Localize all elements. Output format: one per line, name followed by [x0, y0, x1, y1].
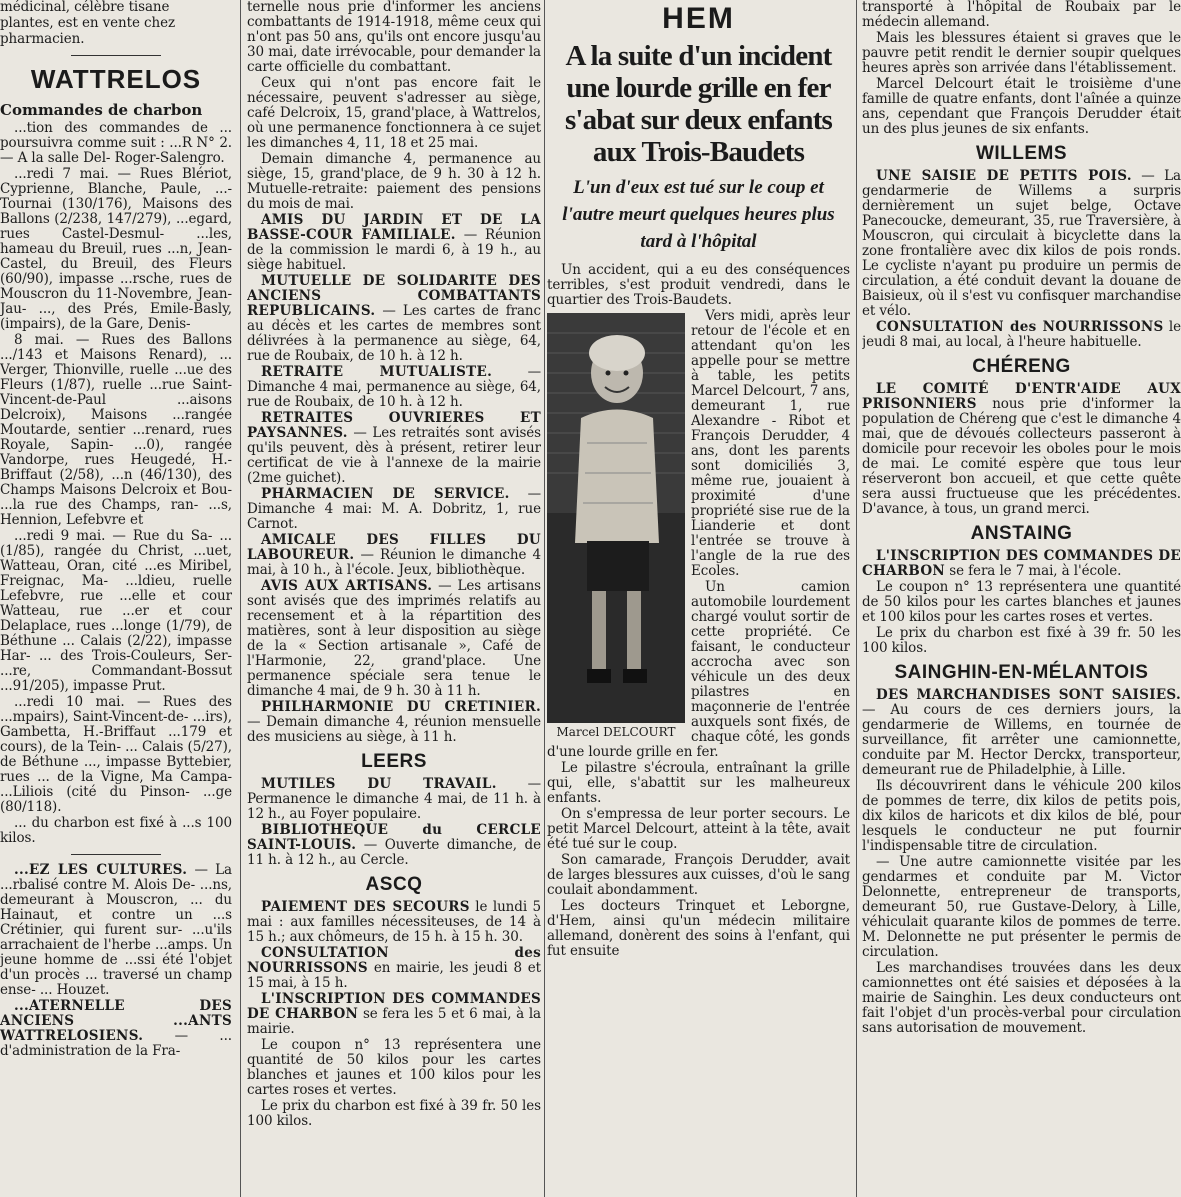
item-text: — Les retraités sont avisés qu'ils peuvent, dès à présent, retirer leur certificat de vie à l'annexe de la mairie (2me guichet). — [247, 425, 541, 486]
column-hem-article — [547, 0, 850, 1197]
item-heading: UNE SAISIE DE PETITS POIS. — [876, 168, 1132, 184]
item-heading: RETRAITE MUTUALISTE. — [261, 364, 493, 380]
item-heading: PHILHARMONIE DU CRETINIER. — [261, 699, 541, 715]
paragraph: ...redi 9 mai. — Rue du Sa- ...(1/85), rangée du Christ, ...uet, Watteau, Oran, cité ...es Miribel, Freignac, Ma- ...ldieu, ruelle Lefebvre, rue ...elle et cour Watteau, rue ...er et cour Delaplace, rues ...longe (1/79), de Béthune ... Calais (2/22), impasse Har- ... des Trois-Couleurs, Ser- ...re, Commandant-Bossut ...91/205), impasse Prut. — [0, 528, 232, 694]
paragraph: Son camarade, François Derudder, avait de larges blessures aux cuisses, d'où le sang coulait abondamment. — [547, 852, 850, 898]
article-deck: L'un d'eux est tué sur le coup et l'autre meurt quelques heures plus tard à l'hôpital — [562, 177, 835, 252]
paragraph — [247, 700, 541, 745]
column-notices — [247, 0, 541, 1197]
item-heading: DES MARCHANDISES SONT SAISIES. — [876, 687, 1181, 703]
item-text: nous prie d'informer la population de Chéreng que c'est le dimanche 4 mai, que de dévoués collecteurs passeront à domicile pour recevoir les oboles pour le mois de mai. Le comité espère que tous leur réserveront bon accueil, et que cette quête sera aussi fructueuse que les précédentes. D'avance, à tous, un grand merci. — [862, 396, 1181, 517]
paragraph — [247, 365, 541, 410]
column-wattrelos — [0, 0, 232, 1197]
item-heading: AMIS DU JARDIN ET DE LA BASSE-COUR FAMILIALE. — [247, 212, 541, 243]
item-heading: CONSULTATION des NOURRISSONS — [247, 945, 541, 976]
paragraph — [247, 579, 541, 699]
item-text: le lundi 5 mai : aux familles nécessiteuses, de 14 à 15 h.; aux chômeurs, de 15 h. à 15 h. 30. — [247, 899, 541, 945]
child-photo — [547, 313, 685, 723]
text-line: plantes, est en vente chez — [0, 15, 176, 31]
paragraph: Le coupon n° 13 représentera une quantité de 50 kilos pour les cartes blanches et jaunes et 100 kilos pour les cartes roses et vertes. — [247, 1037, 541, 1098]
item-heading: ...EZ LES CULTURES. — [14, 862, 188, 878]
section-title: Commandes de charbon — [0, 101, 203, 119]
column-rule — [856, 0, 857, 1197]
paragraph: Vers midi, après leur retour de l'école et en attendant qu'on les appelle pour se mettre à table, les petits Marcel Delcourt, 7 ans, demeurant 1, rue Alexandre - Ribot et François Derudder, 4 ans, dont les parents sont domiciliés 3, même rue, jouaient à proximité d'une propriété sise rue de la Lianderie et dont l'entrée se trouve à l'angle de la rue des Ecoles. — [691, 308, 850, 579]
item-heading: AVIS AUX ARTISANS. — [261, 578, 433, 594]
paragraph: Un accident, qui a eu des conséquences terribles, s'est produit vendredi, dans le quartier des Trois-Baudets. — [547, 262, 850, 308]
item-text: — Au cours de ces derniers jours, la gendarmerie de Willems, en tournée de surveillance, fit arrêter une camionnette, conduite par M. Hector Derckx, transporteur, demeurant rue de Philadelphie, à Lille. — [862, 702, 1181, 778]
paragraph: ...redi 10 mai. — Rues des ...mpairs), Saint-Vincent-de- ...irs), Gambetta, H.-Briffaut ...179 et cours), de la Tein- ... Calais (5/27), de Béthune ..., impasse Byttebier, rues ... de la Vigne, Ma Campa- ...Liliois (cité du Pinson- ...ge (80/118). — [0, 694, 232, 815]
item-heading: RETRAITES OUVRIERES ET PAYSANNES. — [247, 410, 541, 441]
paragraph: Les docteurs Trinquet et Leborgne, d'Hem, ainsi qu'un médecin militaire allemand, donèrent des soins à l'enfant, qui fut ensuite — [547, 898, 850, 959]
paragraph: Marcel Delcourt était le troisième d'une famille de quatre enfants, dont l'aînée a quinze ans, cependant que François Derudder était un des plus jeunes de six enfants. — [862, 76, 1181, 137]
town-heading-ascq: ASCQ — [365, 874, 423, 895]
town-heading-anstaing: ANSTAING — [970, 523, 1073, 544]
paragraph: Le pilastre s'écroula, entraînant la grille qui, elle, s'abattit sur les malheureux enfants. — [547, 760, 850, 806]
town-heading-wattrelos: WATTRELOS — [30, 64, 202, 94]
article-headline: A la suite d'un incident une lourde grille en fer s'abat sur deux enfants aux Trois-Baudets — [564, 40, 833, 168]
paragraph — [247, 411, 541, 486]
town-heading-willems: WILLEMS — [975, 143, 1068, 164]
separator — [71, 55, 161, 56]
paragraph — [247, 946, 541, 991]
paragraph: transporté à l'hôpital de Roubaix par le médecin allemand. — [862, 0, 1181, 30]
paragraph: Ceux qui n'ont pas encore fait le nécessaire, peuvent s'adresser au siège, café Delcroix, 15, grand'place, à Wattrelos, où une permanence fonctionnera à ce sujet les dimanches 4, 11, 18 et 25 mai. — [247, 75, 541, 151]
paragraph — [247, 213, 541, 273]
item-text: — Dimanche 4 mai, permanence au siège, 64, rue de Roubaix, de 10 h. à 12 h. — [247, 364, 541, 410]
paragraph: ... du charbon est fixé à ...s 100 kilos. — [0, 815, 232, 846]
paragraph: On s'empressa de leur porter secours. Le petit Marcel Delcourt, atteint à la tête, avait été tué sur le coup. — [547, 806, 850, 852]
paragraph — [247, 533, 541, 578]
photo-block — [547, 313, 685, 739]
paragraph — [247, 992, 541, 1037]
paragraph: ...tion des commandes de ... poursuivra comme suit : ...R N° 2. — A la salle Del- Roger-Salengro. — [0, 120, 232, 166]
item-text: — Réunion de la commission le mardi 6, à 19 h., au siège habituel. — [247, 227, 541, 273]
text-line: médicinal, célèbre tisane — [0, 0, 170, 15]
paragraph: Le coupon n° 13 représentera une quantité de 50 kilos pour les cartes blanches et jaunes et 100 kilos pour les cartes roses et vertes. — [862, 579, 1181, 625]
item-text: le jeudi 8 mai, au local, à l'heure habituelle. — [862, 319, 1181, 350]
paragraph: ternelle nous prie d'informer les anciens combattants de 1914-1918, même ceux qui n'ont pas 50 ans, qu'ils ont encore jusqu'au 30 mai, date irrévocable, pour demander la carte officielle du combattant. — [247, 0, 541, 75]
paragraph — [247, 777, 541, 822]
paragraph: Un camion automobile lourdement chargé voulut sortir de cette propriété. Ce faisant, le conducteur accrocha avec son véhicule un des deux pilastres en maçonnerie de l'entrée auxquels sont fixés, de chaque côté, les gonds d'une lourde grille en fer. — [547, 579, 850, 760]
column-region — [862, 0, 1181, 1197]
paragraph — [247, 900, 541, 945]
item-heading: AMICALE DES FILLES DU LABOUREUR. — [247, 532, 541, 563]
paragraph: Demain dimanche 4, permanence au siège, 15, grand'place, de 9 h. 30 à 12 h. Mutuelle-retraite: paiement des pensions du mois de mai. — [247, 151, 541, 212]
item-text: — Demain dimanche 4, réunion mensuelle des musiciens au siège, à 11 h. — [247, 714, 541, 745]
paragraph — [0, 863, 232, 998]
item-heading: CONSULTATION des NOURRISSONS — [876, 319, 1164, 335]
town-heading-hem: HEM — [662, 2, 735, 35]
item-text: se fera les 5 et 6 mai, à la mairie. — [247, 1006, 541, 1037]
item-text: — La ...rbalisé contre M. Alois De- ...ns, demeurant à Mouscron, ... du Hainaut, et contre un ...s Crétinier, qui furent sur- ...u'ils arrachaient de l'herbe ...amps. Un jeune homme de ...ssi été l'objet d'un procès ... traversé un champ ense- ... Houzet. — [0, 862, 232, 998]
item-heading: PAIEMENT DES SECOURS — [261, 899, 470, 915]
item-text: se fera le 7 mai, à l'école. — [945, 563, 1122, 579]
column-rule — [544, 0, 545, 1197]
paragraph: Le prix du charbon est fixé à 39 fr. 50 les 100 kilos. — [862, 625, 1181, 656]
item-heading: PHARMACIEN DE SERVICE. — [261, 486, 510, 502]
paragraph — [247, 487, 541, 532]
paragraph: Le prix du charbon est fixé à 39 fr. 50 les 100 kilos. — [247, 1098, 541, 1129]
column-rule — [240, 0, 241, 1197]
item-text: en mairie, les jeudi 8 et 15 mai, à 15 h. — [247, 960, 541, 991]
item-heading: BIBLIOTHEQUE du CERCLE SAINT-LOUIS. — [247, 822, 541, 853]
paragraph — [862, 549, 1181, 579]
photo-caption: Marcel DELCOURT — [556, 725, 676, 739]
town-heading-chereng: CHÉRENG — [972, 356, 1071, 377]
paragraph: ...redi 7 mai. — Rues Blériot, Cyprienne, Blanche, Paule, ...-Tournai (130/176), Maisons des Ballons (2/238, 147/279), ...egard, rues Castel-Desmul- ...les, hameau du Breuil, rues ...n, Jean-Castel, du Breuil, des Fleurs (60/90), impasse ...rsche, rues de Mouscron du 11-Novembre, Jean-Jau- ..., des Prés, Emile-Basly, (impairs), de la Gare, Denis- — [0, 166, 232, 332]
paragraph: Ils découvrirent dans le véhicule 200 kilos de pommes de terre, dix kilos de petits pois, dix kilos de haricots et dix kilos de blé, pour lesquels le conducteur ne put fournir l'indispensable titre de circulation. — [862, 778, 1181, 854]
text-line: pharmacien. — [0, 31, 85, 47]
paragraph: — Une autre camionnette visitée par les gendarmes et conduite par M. Victor Delonnette, entrepreneur de transports, demeurant 50, rue Gustave-Delory, à Lille, véhiculait quarante kilos de pommes de terre. M. Delonnette ne put présenter le permis de circulation. — [862, 854, 1181, 960]
town-heading-sainghin: SAINGHIN-EN-MÉLANTOIS — [894, 662, 1149, 683]
item-heading: L'INSCRIPTION DES COMMANDES DE CHARBON — [247, 991, 541, 1022]
separator — [71, 854, 161, 855]
paragraph: Les marchandises trouvées dans les deux camionnettes ont été saisies et déposées à la mairie de Sainghin. Les deux conducteurs ont fait l'objet d'un procès-verbal pour circulation sans autorisation de mouvement. — [862, 960, 1181, 1036]
paragraph — [862, 382, 1181, 517]
item-text: — Les cartes de franc au décès et les cartes de membres sont délivrées à la permanence au siège, 64, rue de Roubaix, de 10 h. à 12 h. — [247, 303, 541, 364]
item-text: — Réunion le dimanche 4 mai, à 10 h., à l'école. Jeux, bibliothèque. — [247, 547, 541, 578]
town-heading-leers: LEERS — [361, 751, 427, 772]
paragraph: Mais les blessures étaient si graves que le pauvre petit rendit le dernier soupir quelques heures après son arrivée dans l'établissement. — [862, 30, 1181, 76]
item-heading: L'INSCRIPTION DES COMMANDES DE CHARBON — [862, 548, 1181, 579]
item-text: — La gendarmerie de Willems a surpris dernièrement un sujet belge, Octave Panecoucke, demeurant, 35, rue Traversière, à Mouscron, qui circulait à bicyclette dans la zone frontalière avec dix kilos de pois ronds. Le cycliste n'ayant pu produire un permis de circulation, a été conduit devant la douane de Baisieux, où il s'est vu confisquer marchandise et vélo. — [862, 168, 1181, 319]
item-heading: ...ATERNELLE DES ANCIENS ...ANTS WATTRELOSIENS. — [0, 998, 232, 1044]
item-text: — Permanence le dimanche 4 mai, de 11 h. à 12 h., au Foyer populaire. — [247, 776, 541, 822]
paragraph — [862, 688, 1181, 778]
item-text: — Dimanche 4 mai: M. A. Dobritz, 1, rue Carnot. — [247, 486, 541, 532]
item-text: — ... d'administration de la Fra- — [0, 1028, 232, 1059]
item-text: — Ouverte dimanche, de 11 h. à 12 h., au Cercle. — [247, 837, 541, 868]
item-heading: MUTILES DU TRAVAIL. — [261, 776, 497, 792]
paragraph — [862, 320, 1181, 350]
paragraph — [247, 823, 541, 868]
paragraph — [0, 999, 232, 1059]
paragraph — [247, 274, 541, 364]
item-heading: MUTUELLE DE SOLIDARITE DES ANCIENS COMBATTANTS REPUBLICAINS. — [247, 273, 541, 319]
paragraph: 8 mai. — Rues des Ballons .../143 et Maisons Renard), ... Verger, Thionville, ruelle ...ue des Fleurs (1/87), ruelle ...rue Saint-Vincent-de-Paul ...aisons Delcroix), Maisons ...rangée Moutarde, sentier ...renard, rues Royale, Sapin- ...0), rangée Vandorpe, rues Heugedé, H.-Briffaut (2/58), ...n (46/130), des Champs Maisons Delcroix et Bou- ...la rue des Champs, ran- ...s, Hennion, Lefebvre et — [0, 332, 232, 528]
item-heading: LE COMITÉ D'ENTR'AIDE AUX PRISONNIERS — [862, 381, 1181, 412]
paragraph — [862, 169, 1181, 319]
item-text: — Les artisans sont avisés que des imprimés relatifs au recensement et à la répartition des matières, sont à leur disposition au siège de la « Section artisanale », Café de l'Harmonie, 22, grand'place. Une permanence spéciale sera tenue le dimanche 4 mai, de 9 h. 30 à 11 h. — [247, 578, 541, 699]
